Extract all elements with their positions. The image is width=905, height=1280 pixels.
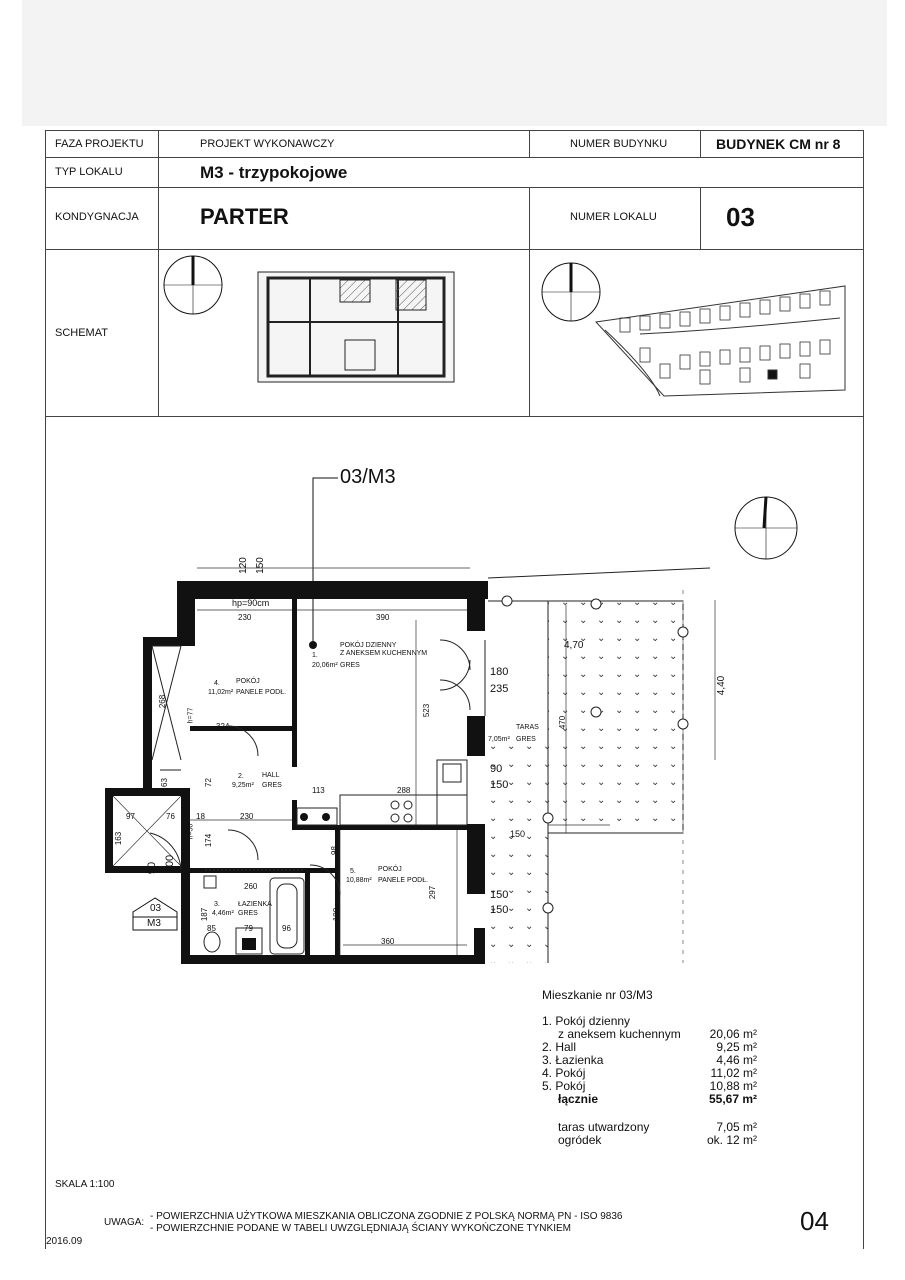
site-plan-icon bbox=[596, 286, 845, 396]
room3-num: 3. bbox=[214, 901, 220, 908]
compass-icon bbox=[735, 497, 797, 559]
compass-icon bbox=[542, 263, 600, 321]
room3-area: 4,46m² bbox=[212, 910, 234, 917]
dim-76: 76 bbox=[166, 812, 175, 821]
numer-lokalu-value: 03 bbox=[726, 202, 755, 232]
dim-260: 260 bbox=[244, 882, 258, 891]
room1-area: 20,06m² bbox=[312, 662, 338, 669]
room5-area: 10,88m² bbox=[346, 877, 372, 884]
summary-row: 2. Hall 9,25 m² bbox=[542, 1040, 757, 1054]
unit-label: 03/M3 bbox=[340, 466, 396, 488]
date-label: 2016.09 bbox=[46, 1236, 83, 1247]
entry-tag-top: 03 bbox=[150, 903, 162, 914]
dim-150e: 150 bbox=[490, 904, 509, 916]
summary-row: taras utwardzony 7,05 m² bbox=[558, 1120, 757, 1134]
dim-288: 288 bbox=[397, 786, 411, 795]
dim-470: 470 bbox=[558, 715, 568, 730]
room3-floor: GRES bbox=[238, 910, 258, 917]
dim-523: 523 bbox=[422, 703, 432, 718]
dim-4-70: 4,70 bbox=[564, 640, 584, 651]
room1-num: 1. bbox=[312, 652, 318, 659]
dim-297: 297 bbox=[428, 885, 438, 900]
dim-390: 390 bbox=[376, 613, 390, 622]
room2-floor: GRES bbox=[262, 782, 282, 789]
typ-label: TYP LOKALU bbox=[55, 166, 123, 178]
room5-floor: PANELE PODŁ. bbox=[378, 877, 429, 884]
terrace-floor: GRES bbox=[516, 736, 536, 743]
building-schema-icon bbox=[258, 272, 454, 382]
numer-budynku-value: BUDYNEK CM nr 8 bbox=[716, 136, 841, 152]
room5-num: 5. bbox=[350, 868, 356, 875]
dim-150b: 150 bbox=[490, 779, 509, 791]
dim-85: 85 bbox=[207, 924, 216, 933]
dim-63: 63 bbox=[159, 778, 169, 787]
schemat-label: SCHEMAT bbox=[55, 327, 108, 339]
summary-row: z aneksem kuchennym 20,06 m² bbox=[558, 1027, 757, 1041]
room1-name1: POKÓJ DZIENNY bbox=[340, 642, 397, 649]
faza-value: PROJEKT WYKONAWCZY bbox=[200, 138, 335, 150]
plan-texts bbox=[232, 598, 269, 608]
dim-163: 163 bbox=[114, 831, 124, 846]
dim-90a: 90 bbox=[146, 861, 159, 875]
uwaga-label: UWAGA: bbox=[104, 1217, 145, 1228]
uwaga-line1: - POWIERZCHNIA UŻYTKOWA MIESZKANIA OBLICZONA ZGODNIE Z POLSKĄ NORMĄ PN - ISO 9836 bbox=[150, 1211, 623, 1222]
room3-name: ŁAZIENKA bbox=[238, 901, 272, 908]
uwaga-line2: - POWIERZCHNIE PODANE W TABELI UWZGLĘDNIAJĄ ŚCIANY WYKOŃCZONE TYNKIEM bbox=[150, 1223, 571, 1234]
room1-name2: Z ANEKSEM KUCHENNYM bbox=[340, 650, 428, 657]
dim-324: 324 bbox=[216, 722, 230, 731]
dim-268: 268 bbox=[158, 694, 168, 709]
dim-174: 174 bbox=[204, 833, 214, 848]
dim-18: 18 bbox=[196, 812, 205, 821]
dim-230: 230 bbox=[238, 613, 252, 622]
room2-name: HALL bbox=[262, 772, 280, 779]
room4-num: 4. bbox=[214, 680, 220, 687]
kondygnacja-label: KONDYGNACJA bbox=[55, 211, 139, 223]
room4-name: POKÓJ bbox=[236, 678, 260, 685]
dim-90b: 90 bbox=[490, 763, 503, 775]
room4-floor: PANELE PODŁ. bbox=[236, 689, 287, 696]
dim-360: 360 bbox=[381, 937, 395, 946]
dim-4-40: 4,40 bbox=[716, 675, 728, 696]
entry-tag-bottom: M3 bbox=[147, 918, 161, 929]
room5-name: POKÓJ bbox=[378, 866, 402, 873]
compass-icon bbox=[164, 256, 222, 314]
room4-area: 11,02m² bbox=[208, 689, 234, 696]
kondygnacja-value: PARTER bbox=[200, 204, 289, 229]
scale-label: SKALA 1:100 bbox=[55, 1179, 115, 1190]
dim-113: 113 bbox=[312, 786, 325, 795]
typ-value: M3 - trzypokojowe bbox=[200, 163, 348, 182]
dim-187: 187 bbox=[200, 907, 210, 922]
dim-hp: hp=90cm bbox=[232, 598, 270, 608]
dim-150: 150 bbox=[254, 557, 266, 574]
unit-marker-dot bbox=[309, 641, 317, 649]
page-number: 04 bbox=[800, 1206, 829, 1236]
summary-row: ogródek ok. 12 m² bbox=[558, 1133, 757, 1147]
dim-198: 198 bbox=[332, 907, 342, 922]
dim-150d: 150 bbox=[490, 889, 509, 901]
terrace-name: TARAS bbox=[516, 724, 539, 731]
summary-row: 3. Łazienka 4,46 m² bbox=[542, 1053, 757, 1067]
summary-row: 5. Pokój 10,88 m² bbox=[542, 1079, 757, 1093]
dim-200: 200 bbox=[164, 854, 177, 874]
terrace-area: 7,05m² bbox=[488, 736, 510, 743]
dim-98: 98 bbox=[329, 846, 339, 855]
dim-h77: h=77 bbox=[187, 707, 195, 724]
summary-row: 4. Pokój 11,02 m² bbox=[542, 1066, 757, 1080]
summary-total-row: łącznie 55,67 m² bbox=[558, 1092, 757, 1106]
dim-150c: 150 bbox=[510, 829, 526, 839]
dim-72: 72 bbox=[203, 778, 213, 787]
dim-230b: 230 bbox=[240, 812, 254, 821]
room2-num: 2. bbox=[238, 773, 244, 780]
room2-area: 9,25m² bbox=[232, 782, 254, 789]
dim-97: 97 bbox=[126, 812, 135, 821]
dim-h50: h=50 bbox=[187, 823, 195, 840]
room1-floor: GRES bbox=[340, 662, 360, 669]
dim-96: 96 bbox=[282, 924, 291, 933]
dim-235: 235 bbox=[490, 683, 509, 695]
dim-120: 120 bbox=[237, 557, 249, 574]
numer-budynku-label: NUMER BUDYNKU bbox=[570, 138, 668, 150]
dim-180: 180 bbox=[490, 666, 509, 678]
dim-79: 79 bbox=[244, 924, 253, 933]
faza-label: FAZA PROJEKTU bbox=[55, 138, 144, 150]
summary-title: Mieszkanie nr 03/M3 bbox=[542, 988, 653, 1002]
numer-lokalu-label: NUMER LOKALU bbox=[570, 211, 657, 223]
summary-row: 1. Pokój dzienny bbox=[542, 1014, 631, 1028]
